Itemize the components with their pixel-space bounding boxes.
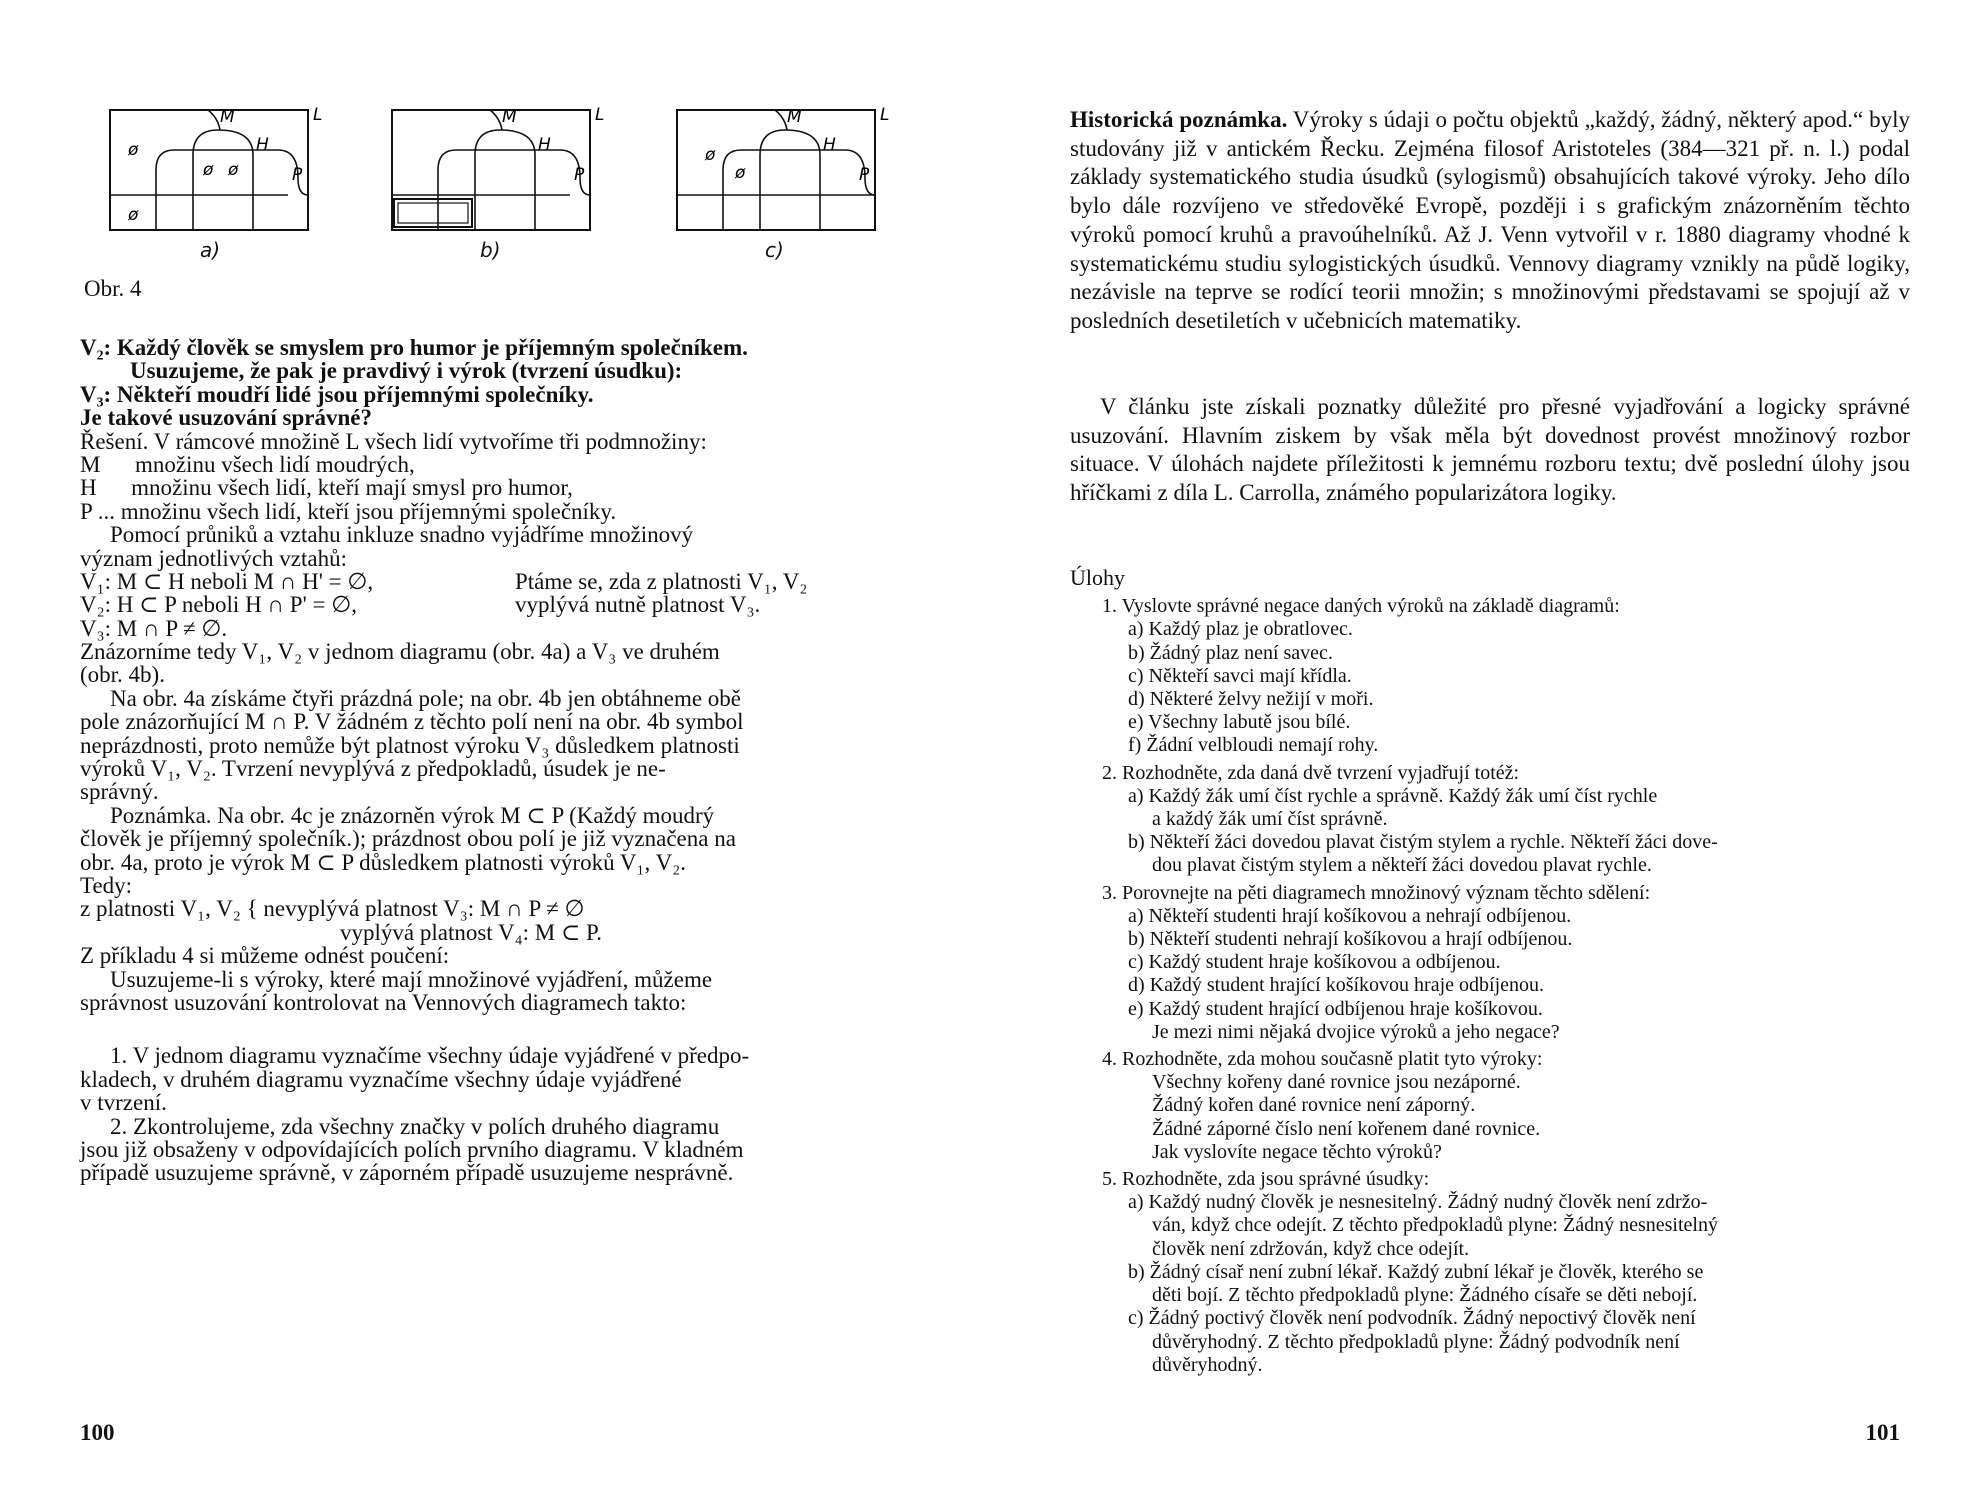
text-line: 2. Zkontrolujeme, zda všechny značky v polích druhého diagramu [110, 1113, 720, 1139]
exercise-line: a každý žák umí číst správně. [1152, 808, 1388, 831]
exercise-line: 2. Rozhodněte, zda daná dvě tvrzení vyjadřují totéž: [1102, 761, 1520, 784]
text-line: správnost usuzování kontrolovat na Vennových diagramech takto: [80, 989, 687, 1015]
exercise-line: 4. Rozhodněte, zda mohou současně platit tyto výroky: [1102, 1048, 1543, 1071]
text-line: vyplývá platnost V₄: M ⊂ P. [340, 919, 602, 945]
formula-v2: V₂: H ⊂ P neboli H ∩ P' = ∅, [80, 592, 357, 618]
text-line: Je takové usuzování správné? [80, 405, 372, 431]
text-line: výroků V₁, V₂. Tvrzení nevyplývá z předpokladů, úsudek je ne- [80, 756, 666, 782]
exercise-line: c) Žádný poctivý člověk není podvodník. Žádný nepoctivý člověk není [1128, 1307, 1696, 1330]
exercise-line: dou plavat čistým stylem a někteří žáci dovedou plavat rychle. [1152, 854, 1652, 877]
page-number: 101 [1865, 1420, 1900, 1445]
subfig-label-a: a) [200, 238, 221, 262]
text-line: Znázorníme tedy V₁, V₂ v jednom diagramu (obr. 4a) a V₃ ve druhém [80, 639, 720, 665]
empty-mark: ø [705, 145, 716, 165]
left-text-block [80, 336, 920, 1185]
empty-mark: ø [203, 160, 214, 180]
exercise-line: c) Někteří savci mají křídla. [1128, 664, 1352, 687]
text-line: P ... množinu všech lidí, kteří jsou příjemnými společníky. [80, 498, 617, 524]
figure-caption: Obr. 4 [84, 276, 142, 301]
exercise-line: Jak vyslovíte negace těchto výroků? [1152, 1140, 1442, 1163]
text-line: v tvrzení. [80, 1090, 167, 1116]
exercise-line: důvěryhodný. [1152, 1353, 1263, 1376]
exercise-line: b) Někteří studenti nehrají košíkovou a hrají odbíjenou. [1128, 928, 1573, 951]
exercises-list [1070, 595, 1910, 1377]
exercise-line: a) Každý plaz je obratlovec. [1128, 618, 1353, 641]
label-P: P [292, 165, 303, 185]
formula-line [80, 593, 920, 616]
text-line: Usuzujeme-li s výroky, které mají množinové vyjádření, můžeme [110, 966, 713, 992]
label-P: P [859, 165, 870, 185]
venn-figures [80, 100, 920, 300]
exercise-line: ván, když chce odejít. Z těchto předpokladů plyne: Žádný nesnesitelný [1152, 1214, 1718, 1237]
text-line: Pomocí průniků a vztahu inkluze snadno vyjádříme množinový [110, 522, 694, 548]
exercise-line: f) Žádní velbloudi nemají rohy. [1128, 734, 1379, 757]
label-H: H [823, 135, 836, 155]
venn-diagram-c [675, 100, 890, 240]
text-line: Poznámka. Na obr. 4c je znázorněn výrok M ⊂ P (Každý moudrý [110, 802, 715, 828]
text-line: Z příkladu 4 si můžeme odnést poučení: [80, 943, 450, 969]
label-M: M [502, 107, 517, 127]
exercise-line: a) Každý nudný člověk je nesnesitelný. Žádný nudný člověk není zdržo- [1128, 1191, 1708, 1214]
text-line: (obr. 4b). [80, 662, 165, 688]
text-line: Na obr. 4a získáme čtyři prázdná pole; na obr. 4b jen obtáhneme obě [110, 685, 742, 711]
article-summary: V článku jste získali poznatky důležité pro přesné vyjadřování a logicky správné usuzování. Hlavním ziskem by však měla být dovednost provést množinový rozbor situace. V úlohách najdete příležitosti k jemnému rozboru textu; dvě poslední úlohy jsou hříčkami z díla L. Carrolla, známého popularizátora logiky. [1070, 394, 1910, 506]
exercise-line: Všechny kořeny dané rovnice jsou nezáporné. [1152, 1071, 1521, 1094]
exercise-line: a) Každý žák umí číst rychle a správně. Každý žák umí číst rychle [1128, 784, 1658, 807]
exercise-line: d) Některé želvy nežijí v moři. [1128, 688, 1374, 711]
text-line: M množinu všech lidí moudrých, [80, 451, 415, 477]
text-line: Řešení. V rámcové množině L všech lidí vytvoříme tři podmnožiny: [80, 428, 707, 454]
label-P: P [574, 165, 585, 185]
text-line: jsou již obsaženy v odpovídajících polích prvního diagramu. V kladném [80, 1136, 744, 1162]
formula-line [80, 570, 920, 593]
historical-note-text: Výroky s údaji o počtu objektů „každý, žádný, některý apod.“ byly studovány již v antickém Řecku. Zejména filosof Aristoteles (384—321 př. n. l.) podal základy systematického studia úsudků (sylogismů) obsahujících takové výroky. Jeho dílo bylo dále rozvíjeno ve středověké Evropě, později i s grafickým znázorněním těchto výroků pomocí kruhů a pravoúhelníků. Až J. Venn vytvořil v r. 1880 diagramy vhodné k systematickému studiu sylogistických úsudků. Vennovy diagramy vznikly na půdě logiky, nezávisle na teprve se rodící teorii množin; s množinovými představami se spojují až v posledních desetiletích v učebnicích matematiky. [1070, 107, 1910, 333]
venn-diagram-a [108, 100, 323, 240]
exercise-line: b) Někteří žáci dovedou plavat čistým stylem a rychle. Někteří žáci dove- [1128, 831, 1718, 854]
exercises-section [1070, 566, 1910, 1377]
exercise-line: 1. Vyslovte správné negace daných výroků na základě diagramů: [1102, 595, 1620, 618]
exercises-title: Úlohy [1070, 565, 1125, 590]
formula-v3: V₃: M ∩ P ≠ ∅. [80, 615, 228, 641]
historical-note [1070, 106, 1910, 336]
exercise-line: člověk není zdržován, když chce odejít. [1152, 1237, 1470, 1260]
label-L: L [880, 105, 890, 125]
side-note: vyplývá nutně platnost V₃. [515, 592, 761, 618]
label-M: M [787, 107, 802, 127]
text-line: V₃: Někteří moudří lidé jsou příjemnými společníky. [80, 381, 594, 407]
text-line: správný. [80, 779, 159, 805]
exercise-line: d) Každý student hrající košíkovou hraje odbíjenou. [1128, 974, 1545, 997]
text-line: význam jednotlivých vztahů: [80, 545, 347, 571]
exercise-line: důvěryhodný. Z těchto předpokladů plyne: Žádný podvodník není [1152, 1330, 1680, 1353]
exercise-line: b) Žádný císař není zubní lékař. Každý zubní lékař je člověk, kterého se [1128, 1260, 1704, 1283]
exercise-line: Žádný kořen dané rovnice není záporný. [1152, 1094, 1476, 1117]
text-line: Usuzujeme, že pak je pravdivý i výrok (tvrzení úsudku): [130, 358, 683, 384]
empty-mark: ø [228, 160, 239, 180]
text-line: člověk je příjemný společník.); prázdnost obou polí je již vyznačena na [80, 826, 736, 852]
historical-note-title: Historická poznámka. [1070, 107, 1288, 132]
exercise-line: Je mezi nimi nějaká dvojice výroků a jeho negace? [1152, 1020, 1560, 1043]
exercise-line: c) Každý student hraje košíkovou a odbíjenou. [1128, 951, 1501, 974]
spacer [80, 1014, 920, 1044]
exercise-line: e) Všechny labutě jsou bílé. [1128, 711, 1351, 734]
subfig-label-b: b) [480, 238, 501, 262]
right-page [1070, 0, 1910, 1500]
text-line: neprázdnosti, proto nemůže být platnost výroku V₃ důsledkem platnosti [80, 732, 740, 758]
text-line: V₂: Každý člověk se smyslem pro humor je příjemným společníkem. [80, 335, 748, 360]
exercise-line: a) Někteří studenti hrají košíkovou a nehrají odbíjenou. [1128, 904, 1572, 927]
empty-mark: ø [128, 140, 139, 160]
text-line: kladech, v druhém diagramu vyznačíme všechny údaje vyjádřené [80, 1066, 682, 1092]
exercise-line: děti bojí. Z těchto předpokladů plyne: Žádného císaře se děti nebojí. [1152, 1284, 1698, 1307]
label-L: L [595, 105, 605, 125]
page-number: 100 [80, 1420, 115, 1445]
label-M: M [220, 107, 235, 127]
exercise-line: 3. Porovnejte na pěti diagramech množinový význam těchto sdělení: [1102, 881, 1651, 904]
text-line: Tedy: [80, 872, 133, 898]
label-H: H [538, 135, 551, 155]
left-page [80, 0, 920, 1500]
empty-mark: ø [735, 163, 746, 183]
formula-v1: V₁: M ⊂ H neboli M ∩ H' = ∅, [80, 568, 374, 594]
text-line: z platnosti V₁, V₂ { nevyplývá platnost V₃: M ∩ P ≠ ∅ [80, 896, 585, 922]
empty-mark: ø [128, 205, 139, 225]
text-line: H množinu všech lidí, kteří mají smysl pro humor, [80, 475, 573, 501]
exercise-line: e) Každý student hrající odbíjenou hraje košíkovou. [1128, 997, 1543, 1020]
subfig-label-c: c) [765, 238, 784, 262]
side-note: Ptáme se, zda z platnosti V₁, V₂ [515, 568, 808, 594]
exercise-line: b) Žádný plaz není savec. [1128, 641, 1333, 664]
text-line: obr. 4a, proto je výrok M ⊂ P důsledkem platnosti výroků V₁, V₂. [80, 849, 687, 875]
text-line: případě usuzujeme správně, v záporném případě usuzujeme nesprávně. [80, 1160, 734, 1186]
label-H: H [256, 135, 269, 155]
text-line: 1. V jednom diagramu vyznačíme všechny údaje vyjádřené v předpo- [110, 1043, 750, 1069]
venn-diagram-b [390, 100, 605, 240]
exercise-line: 5. Rozhodněte, zda jsou správné úsudky: [1102, 1168, 1430, 1191]
label-L: L [313, 105, 323, 125]
exercise-line: Žádné záporné číslo není kořenem dané rovnice. [1152, 1117, 1541, 1140]
text-line: pole znázorňující M ∩ P. V žádném z těchto polí není na obr. 4b symbol [80, 709, 744, 735]
